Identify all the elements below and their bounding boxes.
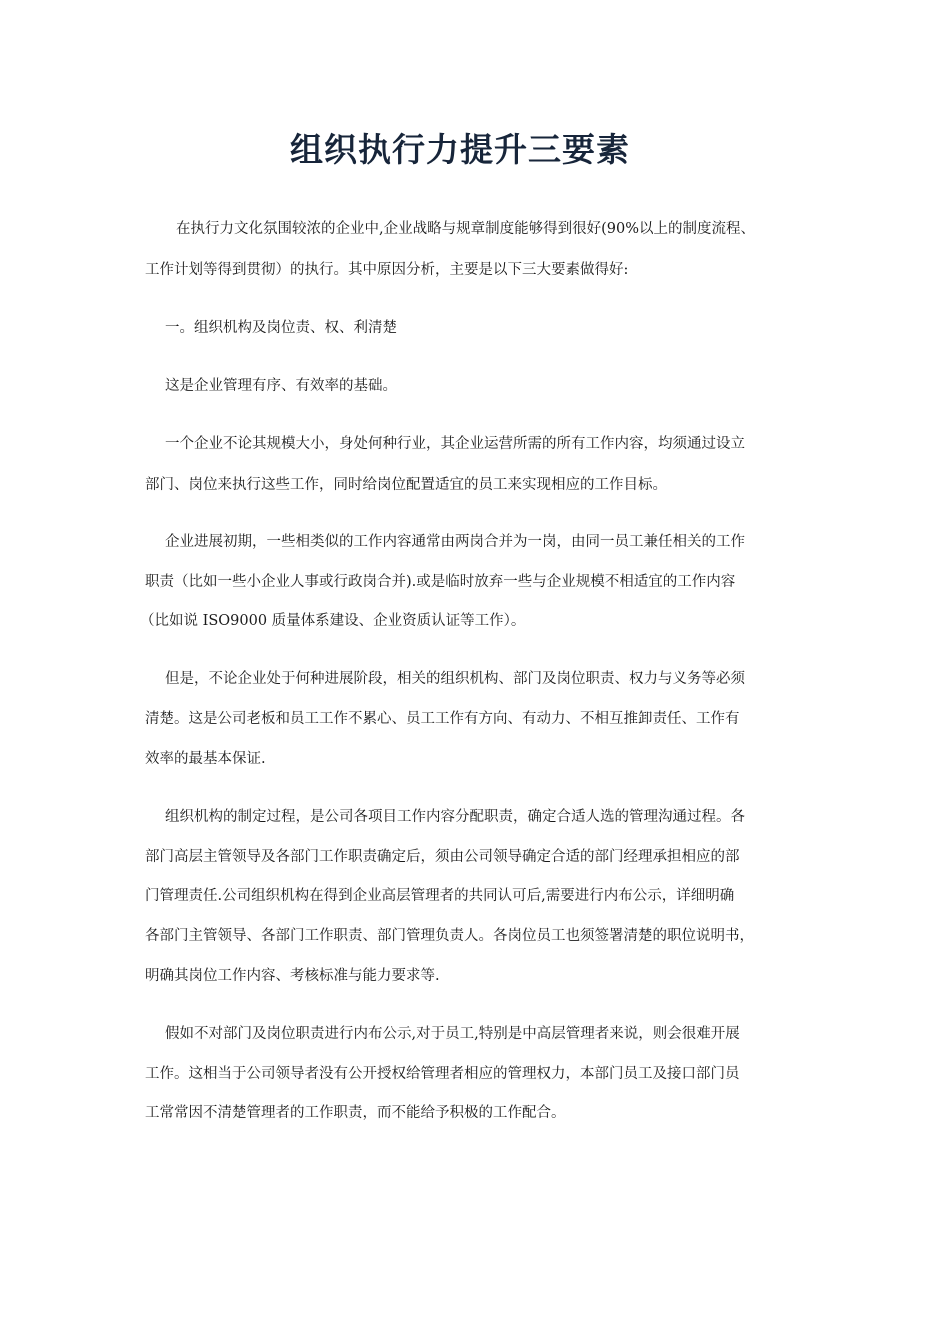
text-line: 门管理责任.公司组织机构在得到企业高层管理者的共同认可后,需要进行内布公示，详细明确 <box>145 888 735 904</box>
text-line: 企业进展初期，一些相类似的工作内容通常由两岗合并为一岗，由同一员工兼任相关的工作 <box>165 534 745 550</box>
text-line: 工作计划等得到贯彻）的执行。其中原因分析，主要是以下三大要素做得好: <box>145 262 629 278</box>
text-line: 这是企业管理有序、有效率的基础。 <box>165 378 397 394</box>
text-line: 工常常因不清楚管理者的工作职责，而不能给予积极的工作配合。 <box>145 1105 566 1121</box>
text-line: 部门高层主管领导及各部门工作职责确定后，须由公司领导确定合适的部门经理承担相应的部 <box>145 849 740 865</box>
text-line: 在执行力文化氛围较浓的企业中,企业战略与规章制度能够得到很好(90%以上的制度流程、 <box>176 221 755 237</box>
text-line: 工作。这相当于公司领导者没有公开授权给管理者相应的管理权力，本部门员工及接口部门员 <box>145 1066 740 1082</box>
text-line: 效率的最基本保证. <box>145 751 266 767</box>
text-line: 一个企业不论其规模大小，身处何种行业，其企业运营所需的所有工作内容，均须通过设立 <box>165 436 745 452</box>
text-line: 组织机构的制定过程，是公司各项目工作内容分配职责，确定合适人选的管理沟通过程。各 <box>165 809 745 825</box>
section-heading: 一。组织机构及岗位责、权、利清楚 <box>165 320 397 336</box>
text-line: 但是，不论企业处于何种进展阶段，相关的组织机构、部门及岗位职责、权力与义务等必须 <box>165 671 745 687</box>
text-line: 假如不对部门及岗位职责进行内布公示,对于员工,特别是中高层管理者来说，则会很难开展 <box>165 1026 740 1042</box>
text-line: 各部门主管领导、各部门工作职责、部门管理负责人。各岗位员工也须签署清楚的职位说明书， <box>145 928 754 944</box>
document-title: 组织执行力提升三要素 <box>290 130 630 169</box>
text-line: （比如说 ISO9000 质量体系建设、企业资质认证等工作）。 <box>140 613 526 629</box>
text-line: 部门、岗位来执行这些工作，同时给岗位配置适宜的员工来实现相应的工作目标。 <box>145 477 667 493</box>
text-line: 职责（比如一些小企业人事或行政岗合并).或是临时放弃一些与企业规模不相适宜的工作内容 <box>145 574 736 590</box>
text-line: 明确其岗位工作内容、考核标准与能力要求等. <box>145 968 440 984</box>
text-line: 清楚。这是公司老板和员工工作不累心、员工工作有方向、有动力、不相互推卸责任、工作有 <box>145 711 740 727</box>
